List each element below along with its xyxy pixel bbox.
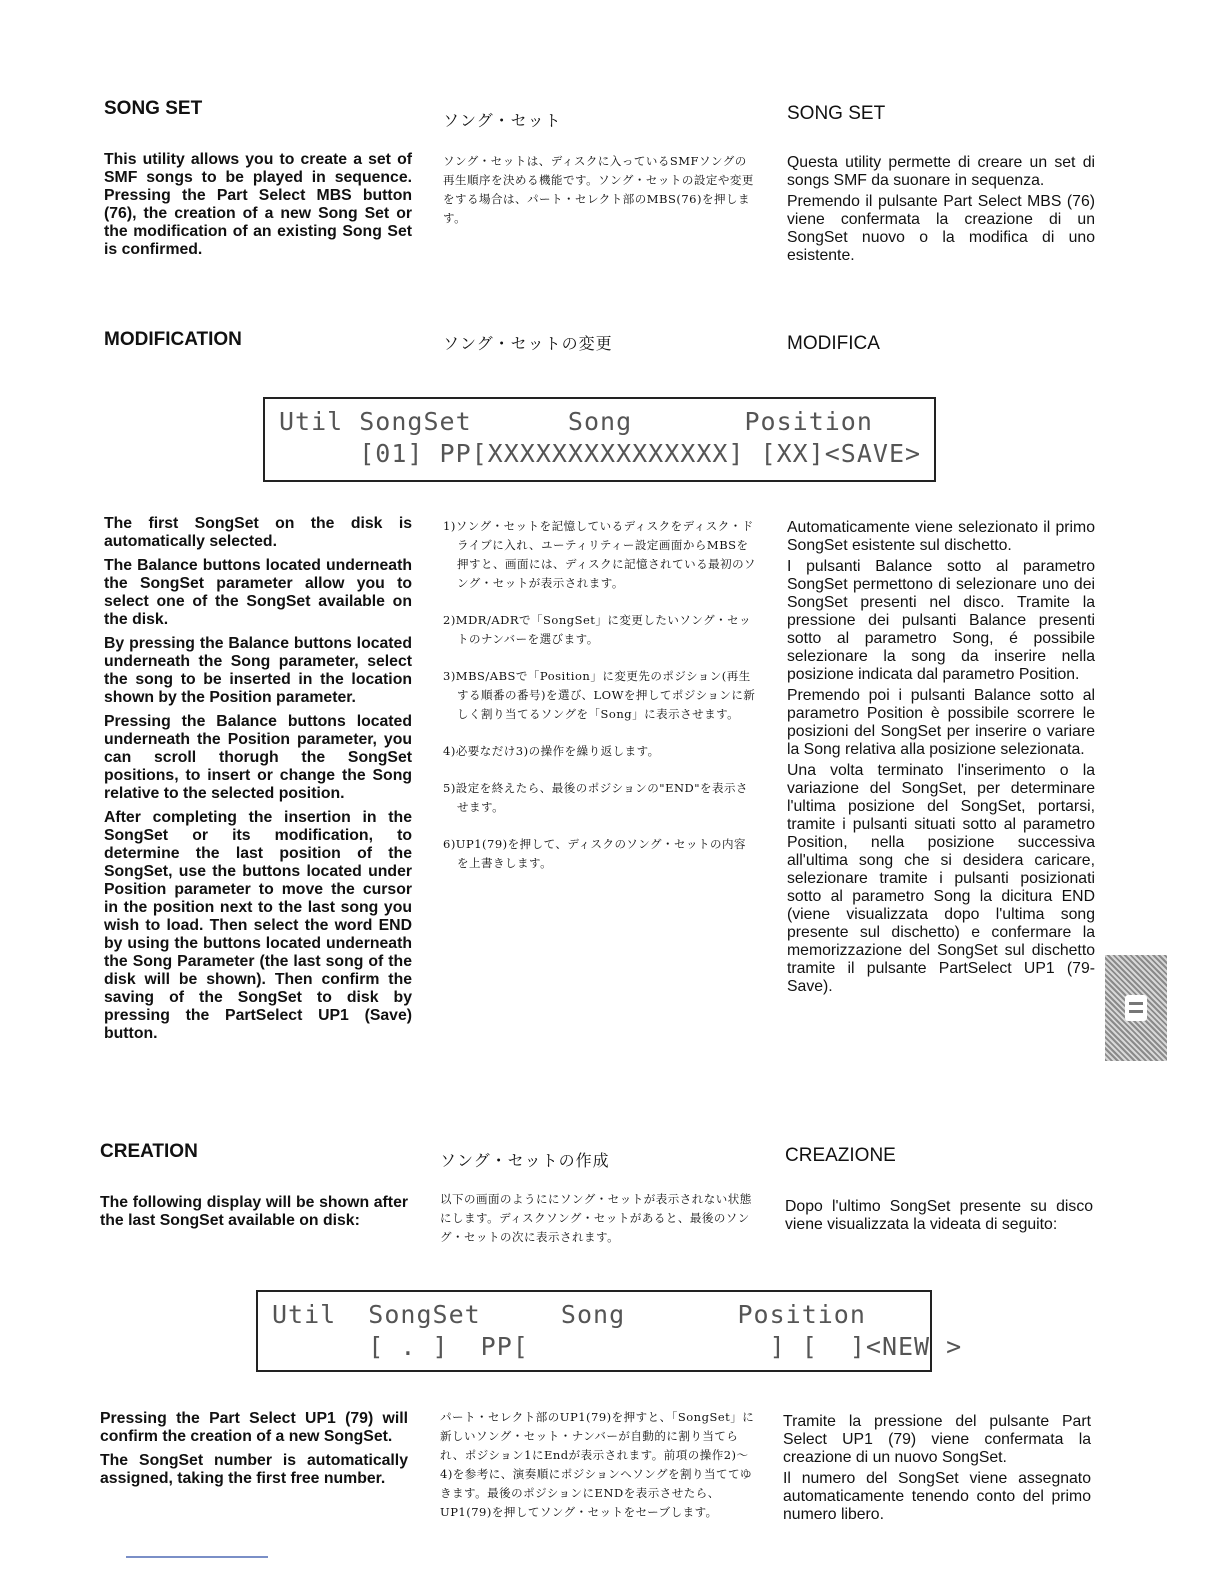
paragraph: Dopo l'ultimo SongSet presente su disco viene visualizzata la videata di seguito: [785,1198,1093,1233]
chapter-tab [1105,955,1167,1061]
lcd-display-creation [256,1290,963,1372]
modification-text-en [104,515,412,1049]
heading-song-set-en: SONG SET [104,98,203,119]
paragraph: The Balance buttons located underneath the SongSet parameter allow you to select one of the SongSet available on the disk. [104,557,412,628]
modification-text-it [787,519,1095,999]
paragraph: Il numero del SongSet viene assegnato automaticamente tenendo conto del primo numero libero. [783,1470,1091,1523]
heading-song-set-it: SONG SET [787,103,886,124]
paragraph: 以下の画面のようににソング・セットが表示されない状態にします。ディスクソング・セットがあると、最後のソング・セットの次に表示されます。 [440,1192,752,1244]
chapter-tab-icon [1125,995,1147,1021]
lcd-row-2: [ . ] PP[ ] [ ]<NEW > [272,1332,963,1361]
paragraph: Automaticamente viene selezionato il primo SongSet esistente sul dischetto. [787,519,1095,554]
song-set-text-jp [443,152,758,246]
song-set-text-en [104,151,412,265]
modification-text-jp [443,517,758,891]
paragraph: The following display will be shown after the last SongSet available on disk: [100,1194,408,1229]
step-4: 4)必要なだけ3)の操作を繰り返します。 [443,744,660,758]
paragraph: Tramite la pressione del pulsante Part Select UP1 (79) viene confermata la creazione di un nuovo SongSet. [783,1413,1091,1466]
creation-text-it [783,1413,1091,1527]
paragraph: By pressing the Balance buttons located underneath the Song parameter, select the song to be inserted in the location shown by the Position parameter. [104,635,412,706]
paragraph: Premendo il pulsante Part Select MBS (76) viene confermata la creazione di un SongSet nuovo o la modifica di uno esistente. [787,193,1095,264]
step-2: 2)MDR/ADRで「SongSet」に変更したいソング・セットのナンバーを選びます。 [443,613,752,646]
paragraph: Questa utility permette di creare un set di songs SMF da suonare in sequenza. [787,154,1095,189]
heading-modification-jp: ソング・セットの変更 [443,334,613,353]
step-1: 1)ソング・セットを記憶しているディスクをディスク・ドライブに入れ、ユーティリティー設定画面からMBSを押すと、画面には、ディスクに記憶されている最初のソング・セットが表示されます。 [443,519,756,590]
creation-text-jp [440,1408,755,1540]
paragraph: ソング・セットは、ディスクに入っているSMFソングの再生順序を決める機能です。ソング・セットの設定や変更をする場合は、パート・セレクト部のMBS(76)を押します。 [443,154,754,225]
paragraph: パート・セレクト部のUP1(79)を押すと、「SongSet」に新しいソング・セット・ナンバーが自動的に割り当てられ、ポジション1にEndが表示されます。前項の操作2)〜4)を参考に、演奏順にポジションへソングを割り当ててゆきます。最後のポジションにENDを表示させたら、UP1(79)を押してソング・セットをセーブします。 [440,1410,755,1519]
paragraph: Pressing the Part Select UP1 (79) will confirm the creation of a new SongSet. [100,1410,408,1445]
step-3: 3)MBS/ABSで「Position」に変更先のポジション(再生する順番の番号)を選び、LOWを押してポジションに新しく割り当てるソングを「Song」に表示させます。 [443,669,756,721]
paragraph: The first SongSet on the disk is automatically selected. [104,515,412,550]
heading-creation-jp: ソング・セットの作成 [440,1151,610,1170]
step-5: 5)設定を終えたら、最後のポジションの"END"を表示させます。 [443,781,749,814]
lcd-row-1: Util SongSet Song Position [272,1300,866,1329]
paragraph: Pressing the Balance buttons located underneath the Position parameter, you can scroll thorugh the SongSet positions, to insert or change the Song relative to the selected position. [104,713,412,802]
paragraph: This utility allows you to create a set of SMF songs to be played in sequence. Pressing the Part Select MBS button (76), the creation of a new Song Set or the modification of an existing Song Set is confirmed. [104,151,412,258]
paragraph: After completing the insertion in the SongSet or its modification, to determine the last position of the SongSet, use the buttons located under Position parameter to move the cursor in the position next to the last song you wish to load. Then select the word END by using the buttons located underneath the Song Parameter (the last song of the disk will be shown). Then confirm the saving of the SongSet to disk by pressing the PartSelect UP1 (Save) button. [104,809,412,1042]
heading-creation-en: CREATION [100,1141,198,1162]
creation-intro-en [100,1194,408,1236]
lcd-row-1: Util SongSet Song Position [279,407,873,436]
creation-text-en [100,1410,408,1494]
paragraph: Una volta terminato l'inserimento o la variazione del SongSet, per determinare l'ultima posizione del SongSet, portarsi, tramite i pulsanti situati sotto al parametro Position, nella posizione successiva all'ultima song che si desidera caricare, selezionare tramite i pulsanti posizionati sotto al parametro Song la dicitura END (viene visualizzata dopo l'ultima song presente sul dischetto) e confermare la memorizzazione del SongSet sul dischetto tramite il pulsante PartSelect UP1 (79-Save). [787,762,1095,995]
paragraph: Premendo poi i pulsanti Balance sotto al parametro Position è possibile scorrere le posizioni del SongSet per inserire o variare la Song relativa alla posizione selezionata. [787,687,1095,758]
lcd-row-2: [01] PP[XXXXXXXXXXXXXXX] [XX]<SAVE> [279,439,922,468]
lcd-display-modification [263,397,936,482]
paragraph: The SongSet number is automatically assigned, taking the first free number. [100,1452,408,1487]
song-set-text-it [787,154,1095,268]
heading-modification-it: MODIFICA [787,333,880,354]
footer-rule [126,1556,268,1558]
creation-intro-jp [440,1190,755,1265]
heading-song-set-jp: ソング・セット [443,111,562,130]
paragraph: I pulsanti Balance sotto al parametro SongSet permettono di selezionare uno dei SongSet presenti nel disco. Tramite la pressione dei pulsanti Balance presenti sotto al parametro Song, é possibile selezionare la song da inserire nella posizione indicata dal parametro Position. [787,558,1095,683]
step-6: 6)UP1(79)を押して、ディスクのソング・セットの内容を上書きします。 [443,837,747,870]
heading-creation-it: CREAZIONE [785,1145,896,1166]
creation-intro-it [785,1198,1093,1237]
heading-modification-en: MODIFICATION [104,329,242,350]
